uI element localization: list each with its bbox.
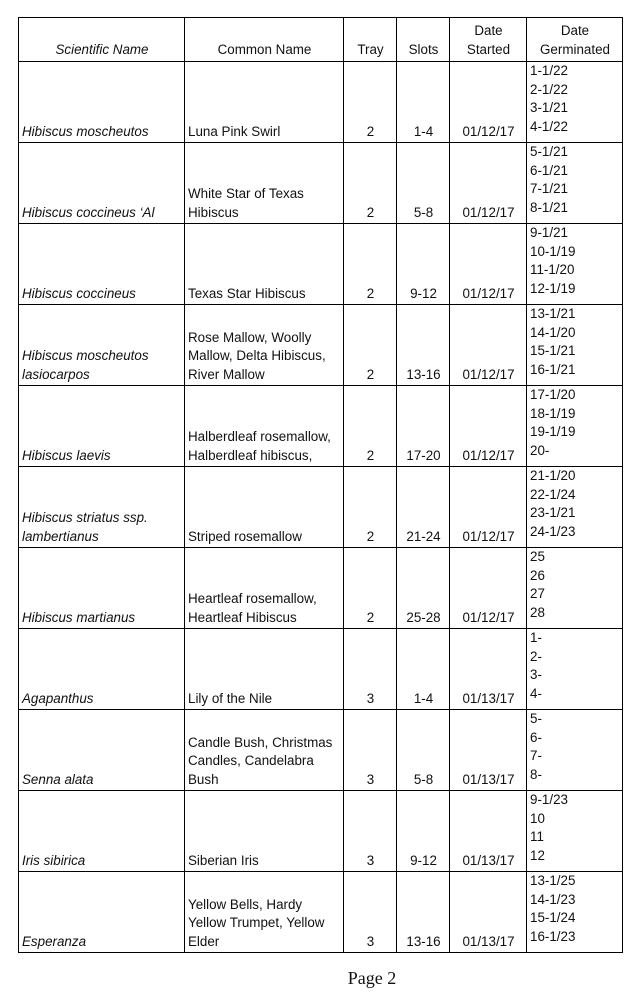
- date-started-cell: 01/12/17: [450, 143, 527, 224]
- tray-cell: 2: [344, 386, 397, 467]
- tray-cell: 2: [344, 62, 397, 143]
- tray-cell: 2: [344, 467, 397, 548]
- germination-entry: 18-1/19: [530, 405, 576, 421]
- common-name-cell: Luna Pink Swirl: [185, 62, 344, 143]
- germination-entry: 12: [530, 847, 545, 863]
- header-tray: Tray: [344, 18, 397, 62]
- germination-entry: 6-: [530, 729, 542, 745]
- germination-entry: 14-1/20: [530, 324, 576, 340]
- scientific-name-cell: Iris sibirica: [19, 791, 185, 872]
- germination-entry: 26: [530, 567, 545, 583]
- table-row: [19, 305, 623, 386]
- germination-entry: 12-1/19: [530, 280, 576, 296]
- scientific-name-cell: Hibiscus coccineus ‘Al: [19, 143, 185, 224]
- date-started-cell: 01/13/17: [450, 791, 527, 872]
- scientific-name-cell: Agapanthus: [19, 629, 185, 710]
- tray-cell: 3: [344, 791, 397, 872]
- date-started-cell: 01/12/17: [450, 548, 527, 629]
- date-germinated-cell: [527, 386, 623, 467]
- table-row: [19, 872, 623, 953]
- header-date-started-line1: Date: [474, 23, 503, 38]
- slots-cell: 21-24: [397, 467, 450, 548]
- germination-entry: 21-1/20: [530, 468, 576, 483]
- tray-cell: 3: [344, 872, 397, 953]
- header-date-germinated: [527, 18, 623, 62]
- scientific-name-cell: Hibiscus striatus ssp. lambertianus: [19, 467, 185, 548]
- header-row: [19, 18, 623, 62]
- germination-entry: 9-1/21: [530, 225, 568, 240]
- germination-entry: 13-1/25: [530, 873, 576, 888]
- date-germinated-cell: [527, 305, 623, 386]
- germination-entry: 25: [530, 549, 545, 564]
- date-germinated-cell: [527, 629, 623, 710]
- header-date-germinated-line1: Date: [560, 23, 590, 38]
- header-scientific-name: Scientific Name: [19, 18, 185, 62]
- slots-cell: 5-8: [397, 143, 450, 224]
- header-slots: Slots: [397, 18, 450, 62]
- header-date-started: [450, 18, 527, 62]
- germination-log-sheet: [18, 17, 623, 953]
- table-row: [19, 629, 623, 710]
- date-germinated-cell: [527, 548, 623, 629]
- germination-table: [18, 17, 623, 953]
- date-started-cell: 01/13/17: [450, 872, 527, 953]
- common-name-cell: Candle Bush, Christmas Candles, Candelabra Bush: [185, 710, 344, 791]
- germination-entry: 11: [530, 829, 544, 844]
- slots-cell: 13-16: [397, 872, 450, 953]
- tray-cell: 3: [344, 710, 397, 791]
- slots-cell: 5-8: [397, 710, 450, 791]
- germination-entry: 20-: [530, 442, 550, 458]
- germination-entry: 9-1/23: [530, 792, 568, 807]
- scientific-name-cell: Hibiscus laevis: [19, 386, 185, 467]
- slots-cell: 13-16: [397, 305, 450, 386]
- germination-entry: 17-1/20: [530, 387, 576, 402]
- germination-entry: 2-: [530, 648, 542, 664]
- germination-entry: 1-: [530, 630, 542, 645]
- header-date-started-line2: Started: [466, 41, 511, 57]
- common-name-cell: Siberian Iris: [185, 791, 344, 872]
- table-row: [19, 386, 623, 467]
- scientific-name-cell: Hibiscus coccineus: [19, 224, 185, 305]
- germination-entry: 14-1/23: [530, 891, 576, 907]
- date-germinated-cell: [527, 224, 623, 305]
- germination-entry: 11-1/20: [530, 262, 575, 277]
- germination-entry: 13-1/21: [530, 306, 576, 321]
- scientific-name-cell: Senna alata: [19, 710, 185, 791]
- germination-entry: 15-1/21: [530, 343, 576, 358]
- date-started-cell: 01/13/17: [450, 710, 527, 791]
- germination-entry: 5-1/21: [530, 144, 568, 159]
- germination-entry: 27: [530, 586, 545, 601]
- germination-entry: 15-1/24: [530, 910, 576, 925]
- date-germinated-cell: [527, 467, 623, 548]
- germination-entry: 3-: [530, 667, 542, 682]
- page-number: Page 2: [347, 968, 397, 988]
- common-name-cell: White Star of Texas Hibiscus: [185, 143, 344, 224]
- scientific-name-cell: Hibiscus martianus: [19, 548, 185, 629]
- slots-cell: 1-4: [397, 62, 450, 143]
- germination-entry: 4-: [530, 685, 542, 701]
- common-name-cell: Yellow Bells, Hardy Yellow Trumpet, Yellow Elder: [185, 872, 344, 953]
- table-row: [19, 224, 623, 305]
- tray-cell: 2: [344, 305, 397, 386]
- date-started-cell: 01/13/17: [450, 629, 527, 710]
- germination-entry: 24-1/23: [530, 523, 576, 539]
- tray-cell: 2: [344, 548, 397, 629]
- common-name-cell: Rose Mallow, Woolly Mallow, Delta Hibiscus, River Mallow: [185, 305, 344, 386]
- date-started-cell: 01/12/17: [450, 224, 527, 305]
- tray-cell: 3: [344, 629, 397, 710]
- slots-cell: 1-4: [397, 629, 450, 710]
- table-row: [19, 791, 623, 872]
- tray-cell: 2: [344, 143, 397, 224]
- germination-entry: 8-: [530, 766, 542, 782]
- common-name-cell: Texas Star Hibiscus: [185, 224, 344, 305]
- germination-entry: 2-1/22: [530, 81, 568, 97]
- germination-entry: 1-1/22: [530, 63, 568, 78]
- header-date-germinated-line2: Germinated: [540, 41, 610, 57]
- date-started-cell: 01/12/17: [450, 305, 527, 386]
- germination-entry: 7-: [530, 748, 542, 763]
- germination-entry: 22-1/24: [530, 486, 576, 502]
- date-started-cell: 01/12/17: [450, 62, 527, 143]
- germination-entry: 28: [530, 604, 545, 620]
- common-name-cell: Heartleaf rosemallow, Heartleaf Hibiscus: [185, 548, 344, 629]
- tray-cell: 2: [344, 224, 397, 305]
- germination-entry: 10-1/19: [530, 243, 576, 259]
- germination-entry: 6-1/21: [530, 162, 568, 178]
- germination-entry: 19-1/19: [530, 424, 576, 439]
- table-row: [19, 467, 623, 548]
- germination-entry: 7-1/21: [530, 181, 568, 196]
- common-name-cell: Striped rosemallow: [185, 467, 344, 548]
- date-germinated-cell: [527, 872, 623, 953]
- date-started-cell: 01/12/17: [450, 386, 527, 467]
- germination-entry: 10: [530, 810, 545, 826]
- germination-entry: 4-1/22: [530, 118, 568, 134]
- table-row: [19, 548, 623, 629]
- date-germinated-cell: [527, 791, 623, 872]
- table-row: [19, 62, 623, 143]
- common-name-cell: Halberdleaf rosemallow, Halberdleaf hibiscus,: [185, 386, 344, 467]
- slots-cell: 25-28: [397, 548, 450, 629]
- germination-entry: 16-1/21: [530, 361, 576, 377]
- scientific-name-cell: Hibiscus moscheutos lasiocarpos: [19, 305, 185, 386]
- slots-cell: 17-20: [397, 386, 450, 467]
- germination-entry: 16-1/23: [530, 928, 576, 944]
- scientific-name-cell: Hibiscus moscheutos: [19, 62, 185, 143]
- germination-entry: 3-1/21: [530, 100, 568, 115]
- common-name-cell: Lily of the Nile: [185, 629, 344, 710]
- date-germinated-cell: [527, 143, 623, 224]
- slots-cell: 9-12: [397, 224, 450, 305]
- germination-entry: 5-: [530, 711, 542, 726]
- slots-cell: 9-12: [397, 791, 450, 872]
- header-common-name: Common Name: [185, 18, 344, 62]
- date-started-cell: 01/12/17: [450, 467, 527, 548]
- table-body: [19, 62, 623, 953]
- table-row: [19, 710, 623, 791]
- scientific-name-cell: Esperanza: [19, 872, 185, 953]
- date-germinated-cell: [527, 710, 623, 791]
- table-row: [19, 143, 623, 224]
- germination-entry: 23-1/21: [530, 505, 576, 520]
- date-germinated-cell: [527, 62, 623, 143]
- germination-entry: 8-1/21: [530, 199, 568, 215]
